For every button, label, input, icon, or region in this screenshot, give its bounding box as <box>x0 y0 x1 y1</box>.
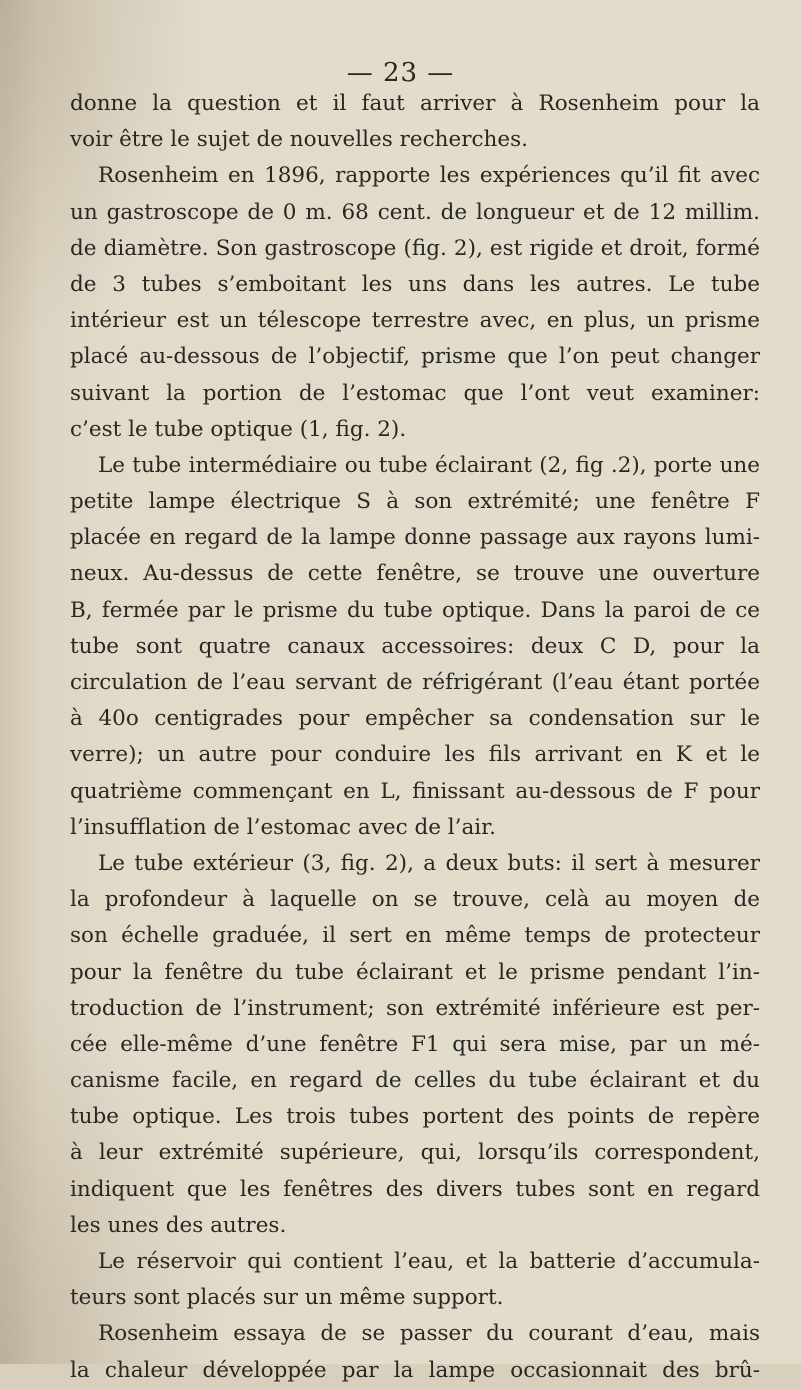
text-line: verre); un autre pour conduire les fils arrivant en K et le <box>70 742 760 768</box>
text-line: à leur extrémité supérieure, qui, lorsqu’ils correspondent, <box>70 1140 760 1166</box>
text-line: Rosenheim en 1896, rapporte les expériences qu’il fit avec <box>98 163 760 189</box>
text-line: Rosenheim essaya de se passer du courant d’eau, mais <box>98 1321 760 1347</box>
text-line: cée elle-même d’une fenêtre F1 qui sera mise, par un mé- <box>70 1031 760 1057</box>
text-line: un gastroscope de 0 m. 68 cent. de longueur et de 12 millim. <box>70 199 760 225</box>
text-line: neux. Au-dessus de cette fenêtre, se trouve une ouverture <box>70 561 760 587</box>
text-line: circulation de l’eau servant de réfrigérant (l’eau étant portée <box>70 670 760 695</box>
text-line: canisme facile, en regard de celles du tube éclairant et du <box>70 1068 760 1094</box>
text-line: de diamètre. Son gastroscope (fig. 2), est rigide et droit, formé <box>70 235 760 261</box>
text-line: les unes des autres. <box>70 1212 287 1238</box>
text-line: tube optique. Les trois tubes portent des points de repère <box>70 1104 760 1130</box>
text-line: Le tube extérieur (3, fig. 2), a deux buts: il sert à mesurer <box>98 850 760 876</box>
text-line: de 3 tubes s’emboitant les uns dans les autres. Le tube <box>70 271 760 297</box>
text-line: Le réservoir qui contient l’eau, et la batterie d’accumula- <box>98 1249 760 1274</box>
text-line: teurs sont placés sur un même support. <box>70 1285 504 1311</box>
text-line: troduction de l’instrument; son extrémité inférieure est per- <box>70 995 760 1021</box>
text-line: placé au-dessous de l’objectif, prisme que l’on peut changer <box>70 344 760 370</box>
page-number: — 23 — <box>346 58 455 88</box>
text-line: tube sont quatre canaux accessoires: deux C D, pour la <box>70 633 760 659</box>
text-line: c’est le tube optique (1, fig. 2). <box>70 416 407 442</box>
text-line: voir être le sujet de nouvelles recherches. <box>70 127 528 153</box>
text-line: à 40o centigrades pour empêcher sa condensation sur le <box>70 706 760 732</box>
text-line: petite lampe électrique S à son extrémité; une fenêtre F <box>70 489 760 515</box>
text-line: suivant la portion de l’estomac que l’ont veut examiner: <box>70 380 760 406</box>
text-line: pour la fenêtre du tube éclairant et le prisme pendant l’in- <box>70 959 760 985</box>
text-line: intérieur est un télescope terrestre avec, en plus, un prisme <box>70 308 760 334</box>
text-line: la profondeur à laquelle on se trouve, celà au moyen de <box>70 887 760 913</box>
text-line: indiquent que les fenêtres des divers tubes sont en regard <box>70 1176 760 1202</box>
text-line: la chaleur développée par la lampe occasionnait des brû- <box>70 1357 760 1383</box>
text-line: donne la question et il faut arriver à Rosenheim pour la <box>70 91 760 116</box>
text-line: Le tube intermédiaire ou tube éclairant (2, fig .2), porte une <box>98 452 760 478</box>
text-line: l’insufflation de l’estomac avec de l’air. <box>70 814 496 840</box>
text-line: B, fermée par le prisme du tube optique. Dans la paroi de ce <box>70 597 760 623</box>
body-text <box>70 86 760 1389</box>
text-line: son échelle graduée, il sert en même temps de protecteur <box>70 923 760 949</box>
text-line: quatrième commençant en L, finissant au-dessous de F pour <box>70 778 760 804</box>
text-line: placée en regard de la lampe donne passage aux rayons lumi- <box>70 525 760 551</box>
